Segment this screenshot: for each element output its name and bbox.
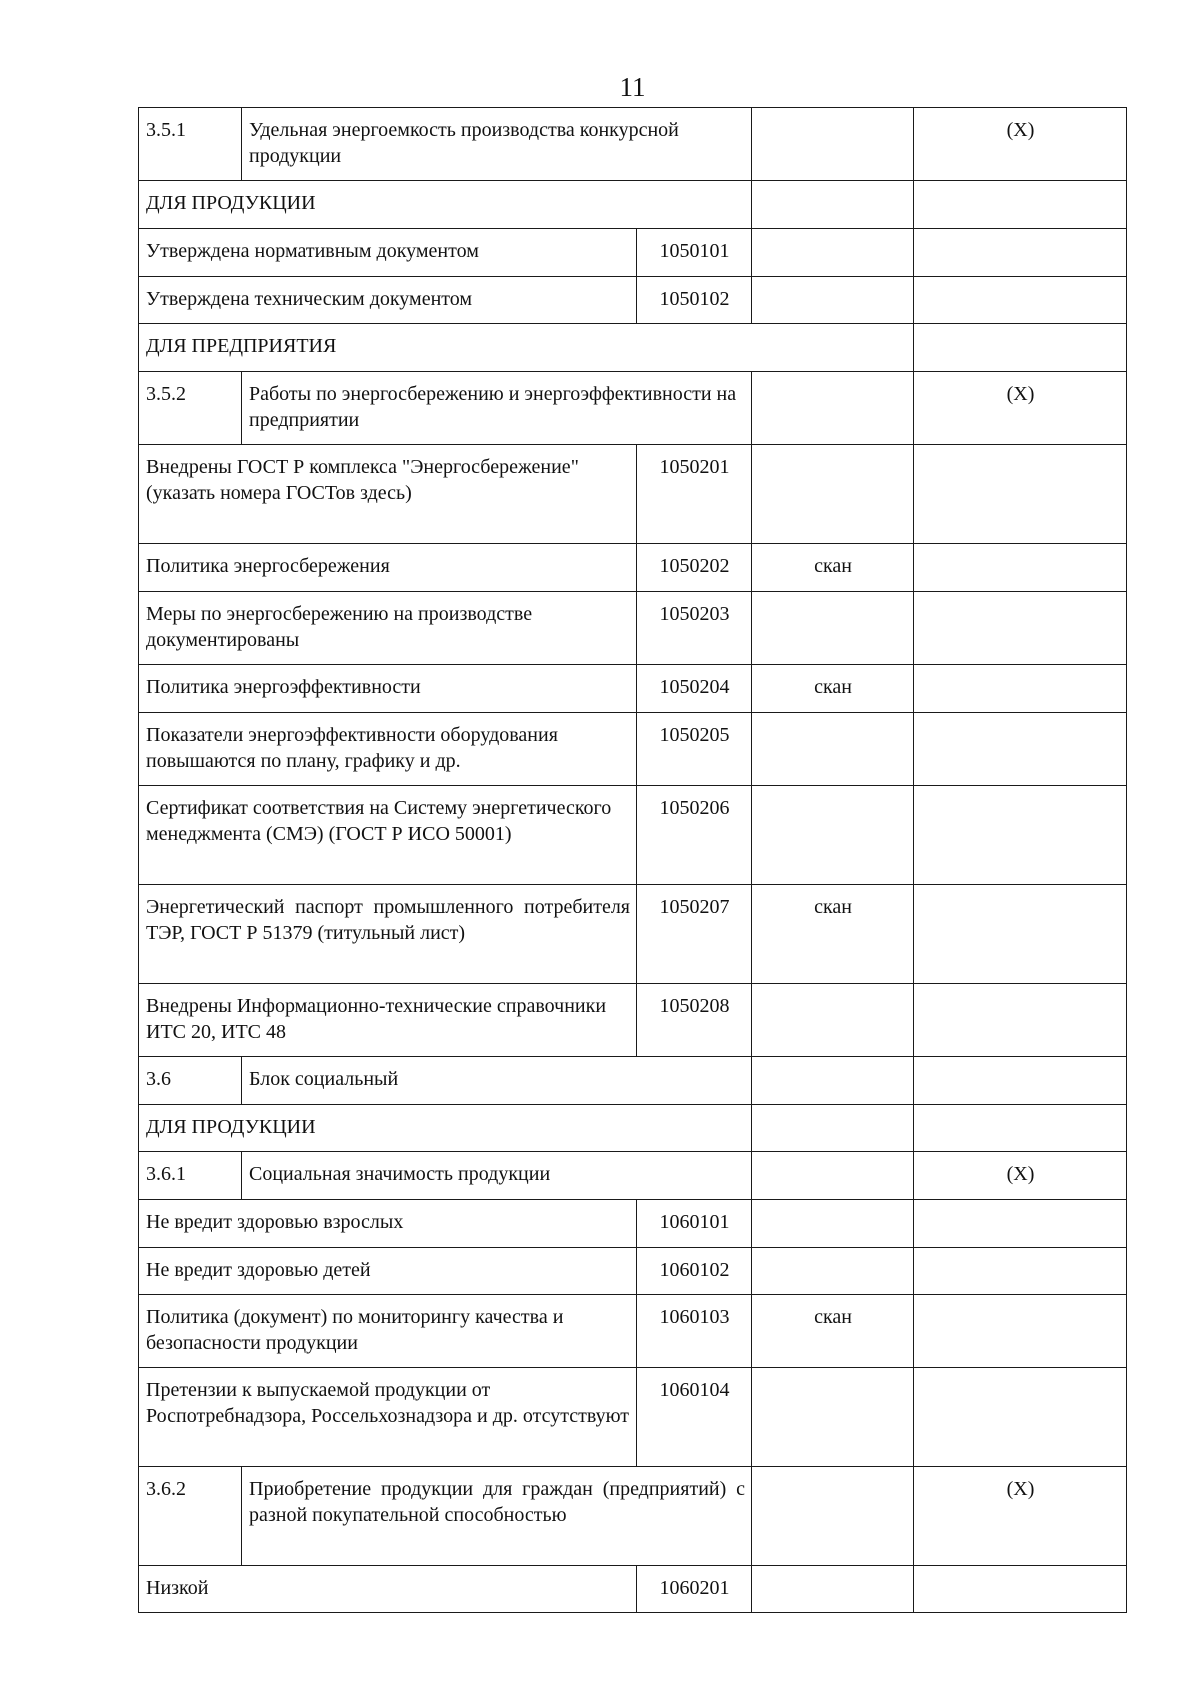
- item-row: [139, 592, 1127, 665]
- attachment-cell[interactable]: [752, 713, 914, 786]
- item-text: Сертификат соответствия на Систему энергетического менеджмента (СМЭ) (ГОСТ Р ИСО 50001): [139, 786, 637, 885]
- item-code: 1050102: [637, 277, 752, 324]
- attachment-cell[interactable]: [752, 1368, 914, 1467]
- attachment-cell[interactable]: [752, 108, 914, 181]
- item-row: [139, 885, 1127, 984]
- attachment-cell[interactable]: [752, 592, 914, 665]
- item-code: 1060103: [637, 1295, 752, 1368]
- mark-cell[interactable]: [914, 786, 1127, 885]
- mark-cell: (X): [914, 108, 1127, 181]
- mark-cell[interactable]: [914, 1200, 1127, 1248]
- group-header: ДЛЯ ПРЕДПРИЯТИЯ: [139, 324, 914, 372]
- group-header-row: [139, 324, 1127, 372]
- attachment-cell[interactable]: [752, 229, 914, 277]
- attachment-cell[interactable]: [752, 1105, 914, 1152]
- item-row: [139, 1295, 1127, 1368]
- section-row: [139, 1467, 1127, 1566]
- mark-cell[interactable]: [914, 229, 1127, 277]
- item-code: 1060101: [637, 1200, 752, 1248]
- item-code: 1050203: [637, 592, 752, 665]
- item-row: [139, 786, 1127, 885]
- attachment-cell[interactable]: [752, 277, 914, 324]
- group-header: ДЛЯ ПРОДУКЦИИ: [139, 181, 752, 229]
- item-row: [139, 665, 1127, 713]
- item-text: Утверждена нормативным документом: [139, 229, 637, 277]
- mark-cell[interactable]: [914, 1566, 1127, 1613]
- section-number: 3.5.2: [139, 372, 242, 445]
- group-header-row: [139, 181, 1127, 229]
- item-code: 1050207: [637, 885, 752, 984]
- mark-cell: (X): [914, 1467, 1127, 1566]
- item-code: 1050204: [637, 665, 752, 713]
- mark-cell[interactable]: [914, 181, 1127, 229]
- attachment-cell[interactable]: [752, 984, 914, 1057]
- item-row: [139, 984, 1127, 1057]
- section-row: [139, 1057, 1127, 1105]
- mark-cell[interactable]: [914, 984, 1127, 1057]
- attachment-cell[interactable]: [752, 1152, 914, 1200]
- item-text: Политика энергосбережения: [139, 544, 637, 592]
- item-row: [139, 544, 1127, 592]
- section-row: [139, 1152, 1127, 1200]
- attachment-cell[interactable]: [752, 1057, 914, 1105]
- questionnaire-table: [138, 107, 1127, 1613]
- group-header-row: [139, 1105, 1127, 1152]
- mark-cell[interactable]: [914, 277, 1127, 324]
- item-row: [139, 229, 1127, 277]
- item-text: Внедрены Информационно-технические справочники ИТС 20, ИТС 48: [139, 984, 637, 1057]
- section-number: 3.6.2: [139, 1467, 242, 1566]
- item-row: [139, 1566, 1127, 1613]
- section-number: 3.5.1: [139, 108, 242, 181]
- mark-cell: (X): [914, 372, 1127, 445]
- item-row: [139, 1248, 1127, 1295]
- attachment-cell[interactable]: [752, 1200, 914, 1248]
- attachment-cell[interactable]: скан: [752, 544, 914, 592]
- mark-cell[interactable]: [914, 445, 1127, 544]
- mark-cell: (X): [914, 1152, 1127, 1200]
- mark-cell[interactable]: [914, 1248, 1127, 1295]
- item-text: Утверждена техническим документом: [139, 277, 637, 324]
- group-header: ДЛЯ ПРОДУКЦИИ: [139, 1105, 752, 1152]
- item-code: 1050205: [637, 713, 752, 786]
- mark-cell[interactable]: [914, 592, 1127, 665]
- item-text: Претензии к выпускаемой продукции от Роспотребнадзора, Россельхознадзора и др. отсутствуют: [139, 1368, 637, 1467]
- section-number: 3.6.1: [139, 1152, 242, 1200]
- item-row: [139, 1200, 1127, 1248]
- mark-cell[interactable]: [914, 1105, 1127, 1152]
- item-text: Политика (документ) по мониторингу качества и безопасности продукции: [139, 1295, 637, 1368]
- item-code: 1060102: [637, 1248, 752, 1295]
- item-text: Меры по энергосбережению на производстве документированы: [139, 592, 637, 665]
- mark-cell[interactable]: [914, 885, 1127, 984]
- item-text: Низкой: [139, 1566, 637, 1613]
- mark-cell[interactable]: [914, 324, 1127, 372]
- attachment-cell[interactable]: [752, 445, 914, 544]
- attachment-cell[interactable]: скан: [752, 665, 914, 713]
- item-code: 1050202: [637, 544, 752, 592]
- section-title: Блок социальный: [242, 1057, 752, 1105]
- item-code: 1050201: [637, 445, 752, 544]
- item-code: 1050101: [637, 229, 752, 277]
- section-number: 3.6: [139, 1057, 242, 1105]
- item-code: 1050206: [637, 786, 752, 885]
- attachment-cell[interactable]: [752, 1248, 914, 1295]
- mark-cell[interactable]: [914, 1057, 1127, 1105]
- attachment-cell[interactable]: [752, 372, 914, 445]
- item-text: Показатели энергоэффективности оборудования повышаются по плану, графику и др.: [139, 713, 637, 786]
- item-code: 1060201: [637, 1566, 752, 1613]
- section-title: Приобретение продукции для граждан (предприятий) с разной покупательной способностью: [242, 1467, 752, 1566]
- item-text: Политика энергоэффективности: [139, 665, 637, 713]
- item-code: 1050208: [637, 984, 752, 1057]
- section-row: [139, 372, 1127, 445]
- section-title: Удельная энергоемкость производства конкурсной продукции: [242, 108, 752, 181]
- attachment-cell[interactable]: [752, 1467, 914, 1566]
- attachment-cell[interactable]: [752, 786, 914, 885]
- attachment-cell[interactable]: [752, 1566, 914, 1613]
- item-row: [139, 1368, 1127, 1467]
- item-row: [139, 445, 1127, 544]
- item-text: Энергетический паспорт промышленного потребителя ТЭР, ГОСТ Р 51379 (титульный лист): [139, 885, 637, 984]
- item-text: Не вредит здоровью детей: [139, 1248, 637, 1295]
- section-row: [139, 108, 1127, 181]
- mark-cell[interactable]: [914, 665, 1127, 713]
- attachment-cell[interactable]: скан: [752, 1295, 914, 1368]
- attachment-cell[interactable]: [752, 181, 914, 229]
- section-title: Работы по энергосбережению и энергоэффективности на предприятии: [242, 372, 752, 445]
- item-code: 1060104: [637, 1368, 752, 1467]
- mark-cell[interactable]: [914, 1368, 1127, 1467]
- mark-cell[interactable]: [914, 1295, 1127, 1368]
- mark-cell[interactable]: [914, 544, 1127, 592]
- section-title: Социальная значимость продукции: [242, 1152, 752, 1200]
- mark-cell[interactable]: [914, 713, 1127, 786]
- item-text: Не вредит здоровью взрослых: [139, 1200, 637, 1248]
- page-number: 11: [619, 72, 646, 102]
- attachment-cell[interactable]: скан: [752, 885, 914, 984]
- item-row: [139, 713, 1127, 786]
- item-row: [139, 277, 1127, 324]
- item-text: Внедрены ГОСТ Р комплекса "Энергосбережение" (указать номера ГОСТов здесь): [139, 445, 637, 544]
